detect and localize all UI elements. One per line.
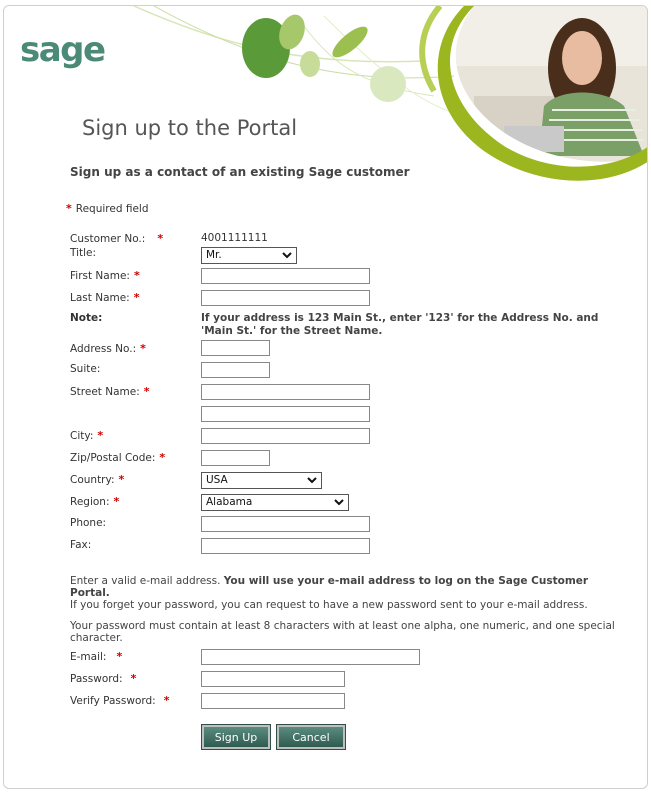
last-name-input[interactable]: [201, 290, 370, 306]
required-mark: *: [159, 451, 166, 464]
chevron-down-icon: [306, 474, 318, 486]
password-input[interactable]: [201, 671, 345, 687]
region-label-text: Region:: [70, 496, 110, 508]
sage-logo: sage: [20, 30, 105, 70]
phone-label: Phone:: [70, 517, 107, 529]
required-mark: *: [116, 650, 123, 663]
fax-input[interactable]: [201, 538, 370, 554]
email-label-text: E-mail:: [70, 651, 107, 663]
page-title: Sign up to the Portal: [82, 116, 298, 140]
country-select-value: USA: [206, 474, 228, 486]
email-info-text: [70, 575, 630, 611]
password-label: [70, 672, 136, 685]
password-label-text: Password:: [70, 673, 123, 685]
required-mark: *: [97, 429, 104, 442]
required-mark: *: [66, 202, 72, 215]
city-label: [70, 429, 103, 442]
required-mark: *: [118, 473, 125, 486]
street-name-label: [70, 385, 150, 398]
email-info-plain: Enter a valid e-mail address.: [70, 575, 224, 587]
suite-input[interactable]: [201, 362, 270, 378]
region-select-value: Alabama: [206, 496, 253, 508]
email-info-line2: If you forget your password, you can request to have a new password sent to your e-mail address.: [70, 599, 588, 611]
street-name-input[interactable]: [201, 384, 370, 400]
required-mark: *: [133, 291, 140, 304]
required-field-note: [66, 202, 149, 215]
country-label: [70, 473, 124, 486]
required-mark: *: [157, 232, 164, 245]
required-mark: *: [140, 342, 146, 355]
street-name-line2-input[interactable]: [201, 406, 370, 422]
page-subtitle: Sign up as a contact of an existing Sage customer: [70, 165, 410, 179]
region-select[interactable]: [201, 494, 349, 511]
phone-input[interactable]: [201, 516, 370, 532]
cancel-button[interactable]: Cancel: [277, 725, 345, 749]
required-mark: *: [113, 495, 120, 508]
city-label-text: City:: [70, 430, 94, 442]
sign-up-button[interactable]: Sign Up: [202, 725, 270, 749]
first-name-label-text: First Name:: [70, 270, 130, 282]
required-mark: *: [143, 385, 150, 398]
verify-password-input[interactable]: [201, 693, 345, 709]
required-field-text: Required field: [75, 203, 149, 215]
title-select[interactable]: [201, 247, 297, 264]
fax-label: Fax:: [70, 539, 92, 551]
zip-label-text: Zip/Postal Code:: [70, 452, 156, 464]
required-mark: *: [133, 269, 140, 282]
email-info-bold: You will use your e-mail address to log on the Sage Customer Portal.: [70, 575, 589, 599]
header-banner: [4, 6, 648, 186]
note-label: Note:: [70, 312, 103, 324]
title-label: Title:: [70, 247, 97, 259]
customer-no-value: 4001111111: [201, 232, 268, 244]
last-name-label: [70, 291, 140, 304]
email-input[interactable]: [201, 649, 420, 665]
zip-label: [70, 451, 165, 464]
address-note-text: If your address is 123 Main St., enter '123' for the Address No. and 'Main St.' for the Street Name.: [201, 312, 599, 337]
verify-password-label-text: Verify Password:: [70, 695, 156, 707]
customer-no-label: [70, 232, 163, 245]
email-label: [70, 650, 122, 663]
address-no-label-text: Address No.:: [70, 343, 137, 355]
title-select-value: Mr.: [206, 249, 222, 261]
customer-no-label-text: Customer No.:: [70, 233, 146, 245]
country-select[interactable]: [201, 472, 322, 489]
chevron-down-icon: [281, 249, 293, 261]
street-name-label-text: Street Name:: [70, 386, 140, 398]
zip-input[interactable]: [201, 450, 270, 466]
first-name-label: [70, 269, 140, 282]
chevron-down-icon: [333, 496, 345, 508]
country-label-text: Country:: [70, 474, 115, 486]
password-info-text: Your password must contain at least 8 characters with at least one alpha, one numeric, and one special character.: [70, 620, 615, 644]
region-label: [70, 495, 119, 508]
required-mark: *: [163, 694, 170, 707]
last-name-label-text: Last Name:: [70, 292, 130, 304]
required-mark: *: [130, 672, 137, 685]
address-no-label: [70, 342, 146, 355]
portal-frame: [3, 5, 648, 789]
city-input[interactable]: [201, 428, 370, 444]
suite-label: Suite:: [70, 363, 101, 375]
first-name-input[interactable]: [201, 268, 370, 284]
address-no-input[interactable]: [201, 340, 270, 356]
verify-password-label: [70, 694, 169, 707]
